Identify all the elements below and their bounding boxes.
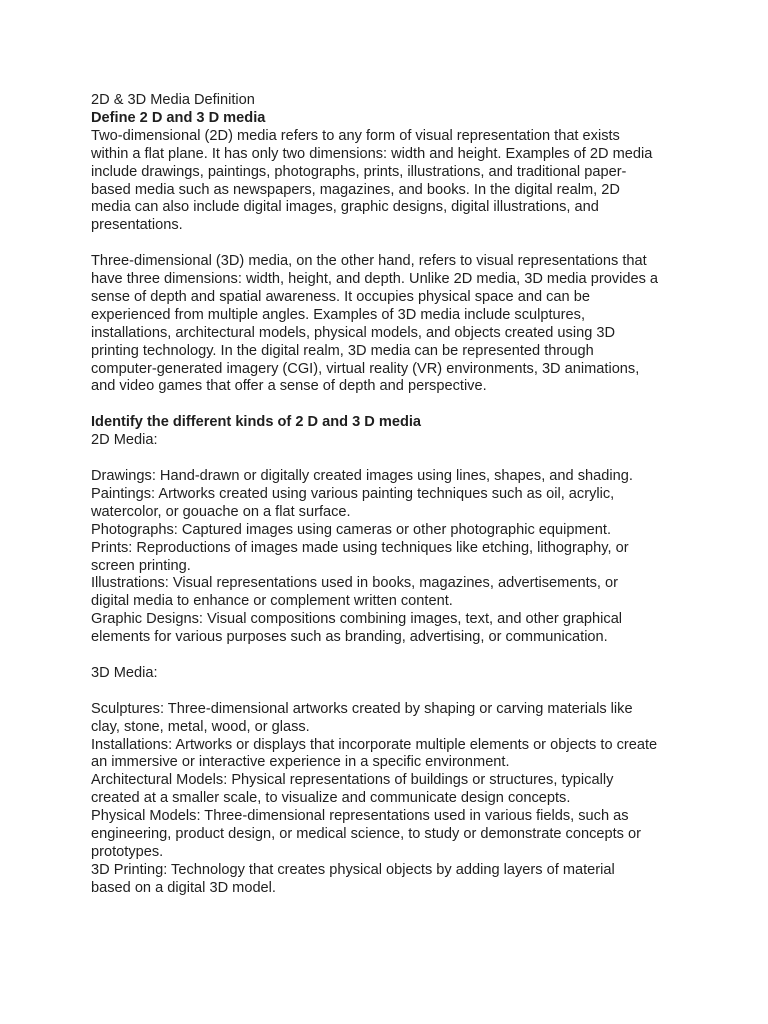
text-line: within a flat plane. It has only two dimensions: width and height. Examples of 2D media: [91, 145, 653, 162]
list-item: screen printing.: [91, 557, 191, 574]
list-item: digital media to enhance or complement written content.: [91, 593, 453, 610]
text-line: and video games that offer a sense of depth and perspective.: [91, 378, 487, 395]
paragraph-spacer: [91, 647, 691, 665]
list-item: elements for various purposes such as branding, advertising, or communication.: [91, 629, 608, 646]
list-item: based on a digital 3D model.: [91, 879, 276, 896]
document-body: [91, 92, 691, 898]
text-line: presentations.: [91, 217, 183, 234]
text-line: based media such as newspapers, magazines, and books. In the digital realm, 2D: [91, 181, 620, 198]
text-line: printing technology. In the digital realm, 3D media can be represented through: [91, 342, 594, 359]
list-2d-media: [91, 468, 691, 647]
list-item: Architectural Models: Physical representations of buildings or structures, typically: [91, 772, 614, 789]
list-item: created at a smaller scale, to visualize and communicate design concepts.: [91, 790, 571, 807]
list-item: an immersive or interactive experience in a specific environment.: [91, 754, 510, 771]
list-item: Sculptures: Three-dimensional artworks created by shaping or carving materials like: [91, 700, 633, 717]
list-item: Illustrations: Visual representations used in books, magazines, advertisements, or: [91, 575, 618, 592]
heading-identify: Identify the different kinds of 2 D and 3 D media: [91, 414, 422, 431]
label-3d-media: 3D Media:: [91, 664, 158, 681]
list-item: Drawings: Hand-drawn or digitally created images using lines, shapes, and shading.: [91, 467, 633, 484]
list-item: watercolor, or gouache on a flat surface.: [91, 503, 351, 520]
list-item: Physical Models: Three-dimensional representations used in various fields, such as: [91, 808, 629, 825]
list-item: Graphic Designs: Visual compositions combining images, text, and other graphical: [91, 611, 623, 628]
text-line: have three dimensions: width, height, and depth. Unlike 2D media, 3D media provides a: [91, 271, 659, 288]
text-line: Three-dimensional (3D) media, on the other hand, refers to visual representations that: [91, 253, 647, 270]
document-title: 2D & 3D Media Definition: [91, 92, 255, 108]
list-item: clay, stone, metal, wood, or glass.: [91, 718, 310, 735]
paragraph-3d-definition: [91, 253, 691, 396]
text-line: include drawings, paintings, photographs, prints, illustrations, and traditional paper-: [91, 163, 627, 180]
paragraph-spacer: [91, 683, 691, 701]
paragraph-2d-definition: [91, 128, 691, 235]
label-2d-media: 2D Media:: [91, 432, 158, 449]
paragraph-spacer: [91, 450, 691, 468]
list-item: Photographs: Captured images using cameras or other photographic equipment.: [91, 521, 612, 538]
heading-define: Define 2 D and 3 D media: [91, 109, 266, 126]
text-line: sense of depth and spatial awareness. It occupies physical space and can be: [91, 288, 590, 305]
text-line: experienced from multiple angles. Examples of 3D media include sculptures,: [91, 306, 585, 323]
paragraph-spacer: [91, 396, 691, 414]
text-line: computer-generated imagery (CGI), virtual reality (VR) environments, 3D animations,: [91, 360, 640, 377]
text-line: installations, architectural models, physical models, and objects created using 3D: [91, 324, 616, 341]
list-item: 3D Printing: Technology that creates physical objects by adding layers of material: [91, 861, 615, 878]
list-item: prototypes.: [91, 843, 164, 860]
list-item: Paintings: Artworks created using various painting techniques such as oil, acrylic,: [91, 485, 615, 502]
text-line: media can also include digital images, graphic designs, digital illustrations, and: [91, 199, 599, 216]
text-line: Two-dimensional (2D) media refers to any form of visual representation that exists: [91, 127, 620, 144]
list-item: Prints: Reproductions of images made using techniques like etching, lithography, or: [91, 539, 629, 556]
list-item: Installations: Artworks or displays that incorporate multiple elements or objects to create: [91, 736, 658, 753]
paragraph-spacer: [91, 235, 691, 253]
list-item: engineering, product design, or medical science, to study or demonstrate concepts or: [91, 826, 642, 843]
list-3d-media: [91, 701, 691, 898]
